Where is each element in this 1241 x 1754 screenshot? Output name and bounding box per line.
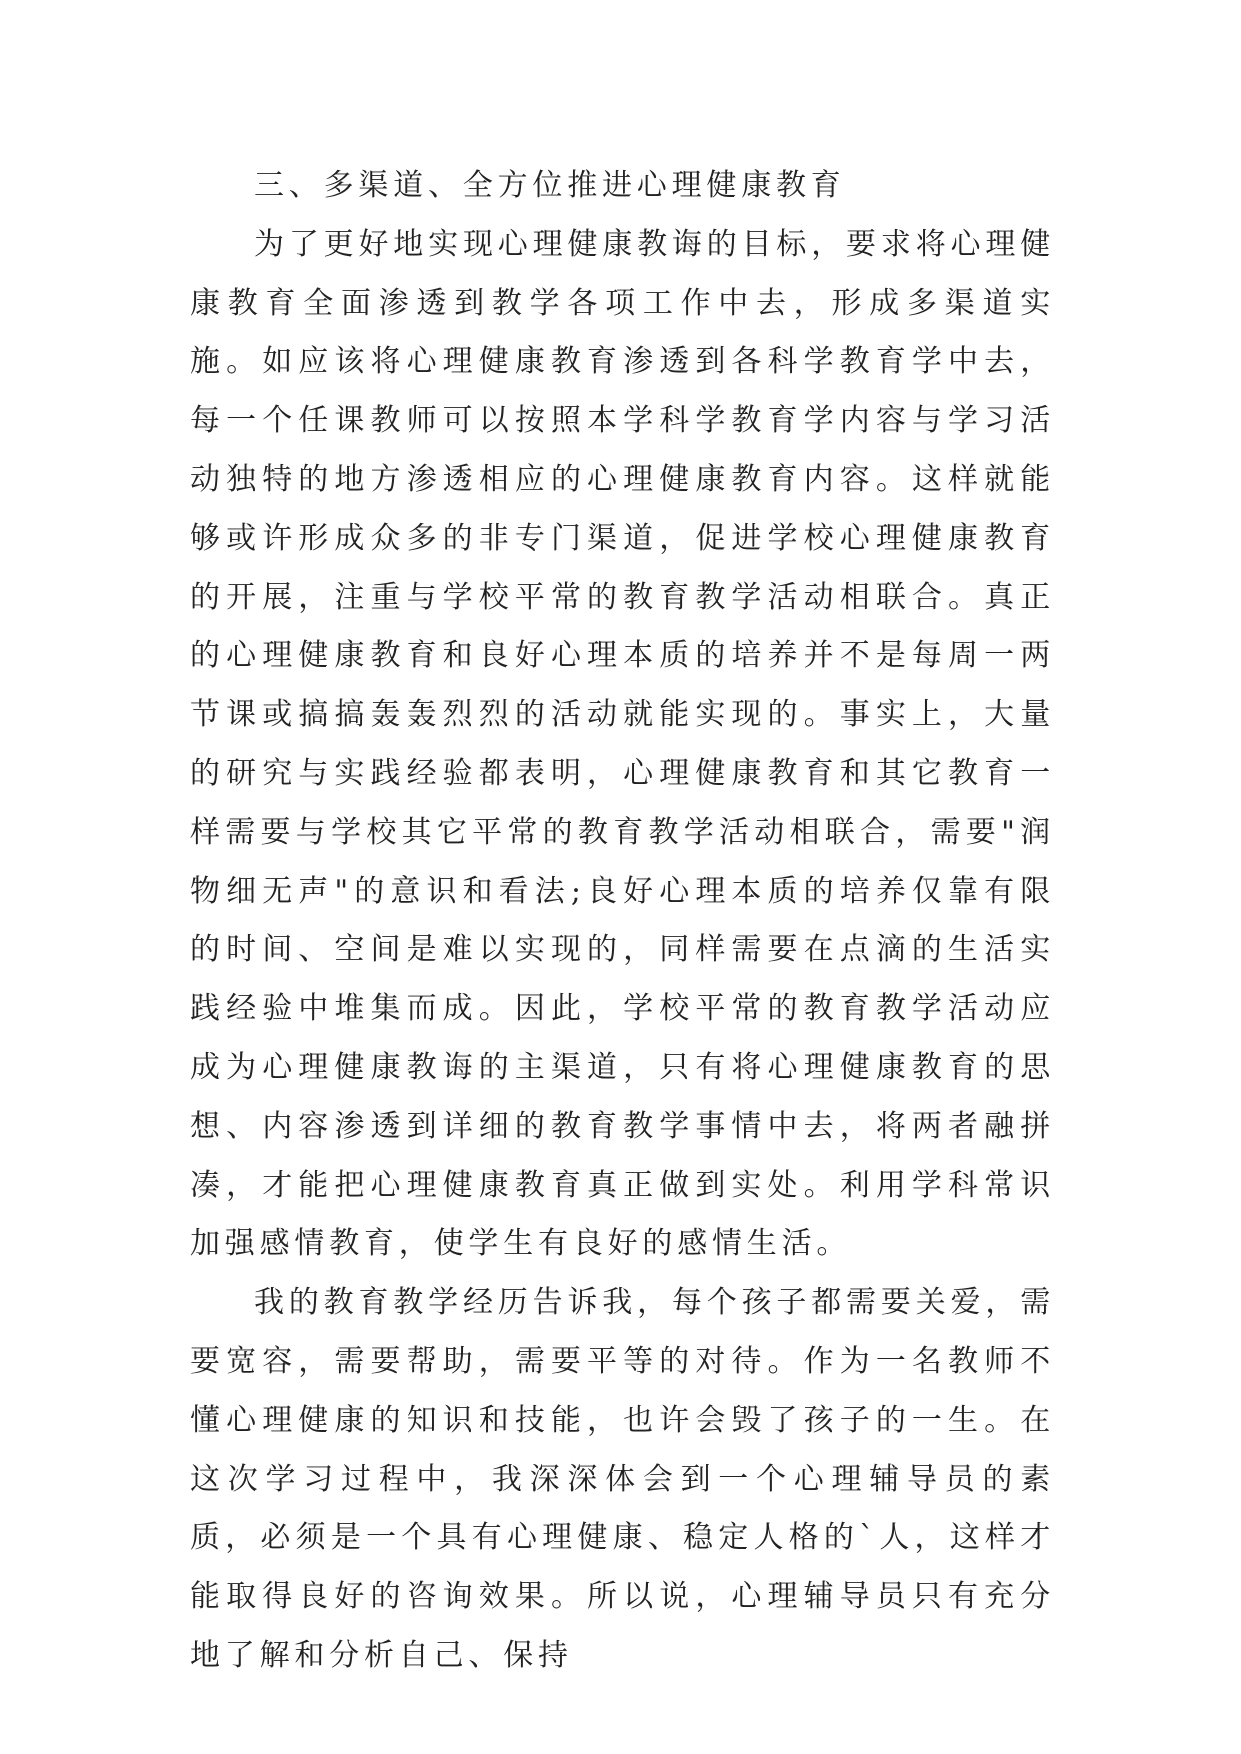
paragraph-1: 为了更好地实现心理健康教诲的目标，要求将心理健康教育全面渗透到教学各项工作中去，形成多渠道实施。如应该将心理健康教育渗透到各科学教育学中去，每一个任课教师可以按照本学科学教育学内容与学习活动独特的地方渗透相应的心理健康教育内容。这样就能够或许形成众多的非专门渠道，促进学校心理健康教育的开展，注重与学校平常的教育教学活动相联合。真正的心理健康教育和良好心理本质的培养并不是每周一两节课或搞搞轰轰烈烈的活动就能实现的。事实上，大量的研究与实践经验都表明，心理健康教育和其它教育一样需要与学校其它平常的教育教学活动相联合，需要"润物细无声"的意识和看法;良好心理本质的培养仅靠有限的时间、空间是难以实现的，同样需要在点滴的生活实践经验中堆集而成。因此，学校平常的教育教学活动应成为心理健康教诲的主渠道，只有将心理健康教育的思想、内容渗透到详细的教育教学事情中去，将两者融拼凑，才能把心理健康教育真正做到实处。利用学科常识加强感情教育，使学生有良好的感情生活。 xyxy=(190,226,1055,1262)
section-heading: 三、多渠道、全方位推进心理健康教育 xyxy=(254,168,846,203)
paragraph-2: 我的教育教学经历告诉我，每个孩子都需要关爱，需要宽容，需要帮助，需要平等的对待。作为一名教师不懂心理健康的知识和技能，也许会毁了孩子的一生。在这次学习过程中，我深深体会到一个心理辅导员的素质，必须是一个具有心理健康、稳定人格的`人，这样才能取得良好的咨询效果。所以说，心理辅导员只有充分地了解和分析自己、保持 xyxy=(190,1285,1055,1673)
document-body xyxy=(190,157,1055,1686)
